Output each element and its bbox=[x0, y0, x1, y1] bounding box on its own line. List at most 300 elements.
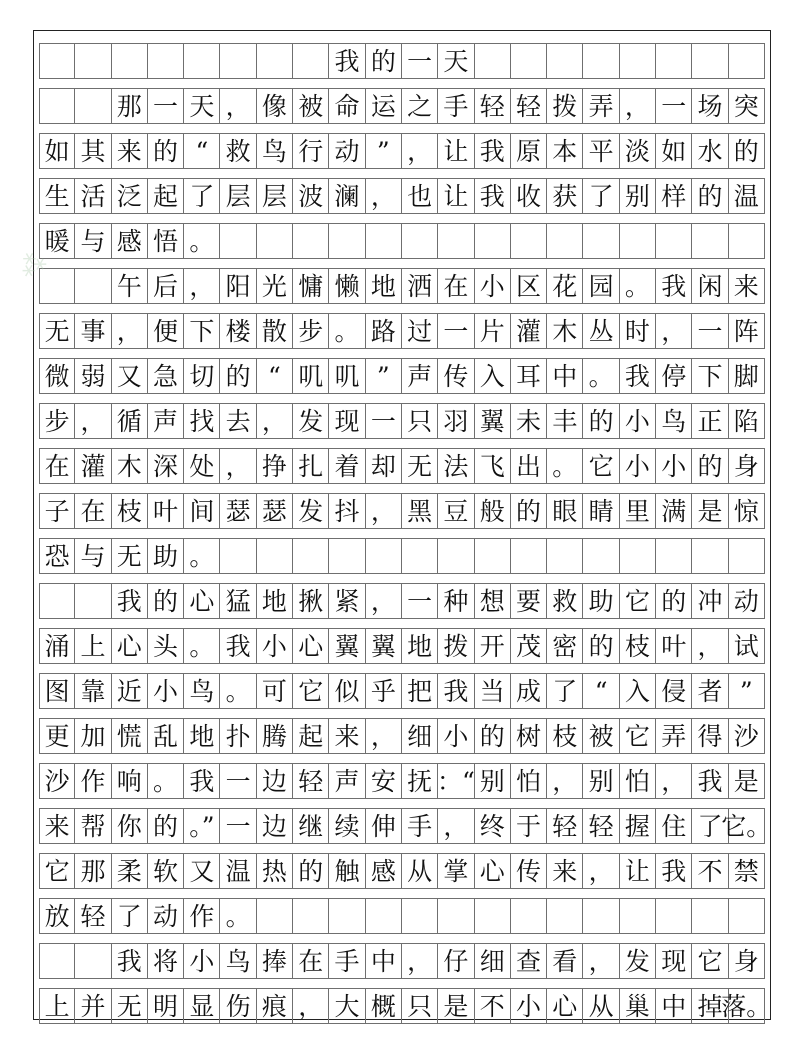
grid-cell: 从 bbox=[401, 853, 438, 889]
grid-cell: 茂 bbox=[510, 628, 547, 664]
grid-cell bbox=[474, 43, 511, 79]
grid-cell bbox=[219, 223, 256, 259]
grid-cell: 的 bbox=[147, 133, 184, 169]
grid-cell: 。 bbox=[219, 673, 256, 709]
grid-cell: 从 bbox=[582, 988, 619, 1024]
grid-cell: 循 bbox=[111, 403, 148, 439]
grid-cell: 轻 bbox=[292, 763, 329, 799]
grid-cell bbox=[219, 43, 256, 79]
grid-cell bbox=[582, 898, 619, 934]
grid-cell: 泛 bbox=[111, 178, 148, 214]
grid-cell: 停 bbox=[655, 358, 692, 394]
grid-cell: 微 bbox=[39, 358, 75, 394]
grid-cell: 灌 bbox=[74, 448, 111, 484]
grid-cell: 心 bbox=[546, 988, 583, 1024]
grid-cell: 猛 bbox=[219, 583, 256, 619]
grid-cell bbox=[582, 223, 619, 259]
grid-cell bbox=[401, 898, 438, 934]
grid-cell: 作 bbox=[183, 898, 220, 934]
grid-cell bbox=[582, 43, 619, 79]
grid-cell: 活 bbox=[74, 178, 111, 214]
grid-cell: 揪 bbox=[292, 583, 329, 619]
grid-cell: 拨 bbox=[546, 88, 583, 124]
grid-cell bbox=[655, 538, 692, 574]
grid-cell: 了 bbox=[111, 898, 148, 934]
grid-cell: 光 bbox=[256, 268, 293, 304]
grid-cell: 并 bbox=[74, 988, 111, 1024]
grid-cell bbox=[74, 943, 111, 979]
grid-cell: 当 bbox=[474, 673, 511, 709]
grid-cell: 小 bbox=[619, 403, 656, 439]
grid-cell: 。 bbox=[183, 628, 220, 664]
grid-cell: 将 bbox=[147, 943, 184, 979]
grid-cell: 小 bbox=[655, 448, 692, 484]
grid-cell: 小 bbox=[474, 268, 511, 304]
grid-cell: 你 bbox=[111, 808, 148, 844]
grid-cell: 仔 bbox=[437, 943, 474, 979]
grid-cell: 在 bbox=[39, 448, 75, 484]
grid-cell: 动 bbox=[147, 898, 184, 934]
grid-row bbox=[39, 943, 765, 979]
grid-cell: 我 bbox=[691, 763, 728, 799]
grid-row bbox=[39, 898, 765, 934]
grid-cell: 轻 bbox=[474, 88, 511, 124]
grid-cell: 加 bbox=[74, 718, 111, 754]
grid-cell: 捧 bbox=[256, 943, 293, 979]
grid-cell bbox=[474, 898, 511, 934]
grid-cell: 它 bbox=[582, 448, 619, 484]
grid-cell: 片 bbox=[474, 313, 511, 349]
grid-cell: 让 bbox=[619, 853, 656, 889]
grid-cell: 来 bbox=[39, 808, 75, 844]
grid-cell: 成 bbox=[510, 673, 547, 709]
grid-cell bbox=[401, 538, 438, 574]
grid-cell: 它 bbox=[619, 583, 656, 619]
grid-cell: 。 bbox=[219, 898, 256, 934]
grid-cell: 慵 bbox=[292, 268, 329, 304]
grid-cell: “ bbox=[582, 673, 619, 709]
grid-cell: 冲 bbox=[691, 583, 728, 619]
grid-cell: 我 bbox=[111, 943, 148, 979]
grid-cell: 如 bbox=[39, 133, 75, 169]
grid-cell: 瑟 bbox=[219, 493, 256, 529]
grid-cell: 小 bbox=[147, 673, 184, 709]
grid-cell: 的 bbox=[582, 628, 619, 664]
grid-cell: 脚 bbox=[728, 358, 765, 394]
grid-cell: 其 bbox=[74, 133, 111, 169]
grid-cell: 懒 bbox=[328, 268, 365, 304]
grid-cell: 木 bbox=[111, 448, 148, 484]
grid-cell: 腾 bbox=[256, 718, 293, 754]
grid-cell: ， bbox=[365, 178, 402, 214]
grid-cell: 的 bbox=[691, 448, 728, 484]
grid-cell: 紧 bbox=[328, 583, 365, 619]
grid-cell bbox=[728, 898, 765, 934]
grid-cell: 本 bbox=[546, 133, 583, 169]
grid-cell: 落。 bbox=[728, 988, 765, 1024]
grid-cell: 法 bbox=[437, 448, 474, 484]
grid-cell: 禁 bbox=[728, 853, 765, 889]
grid-cell bbox=[474, 538, 511, 574]
grid-cell: 抖 bbox=[328, 493, 365, 529]
grid-cell: 一 bbox=[147, 88, 184, 124]
grid-cell: 上 bbox=[39, 988, 75, 1024]
grid-cell bbox=[510, 43, 547, 79]
grid-cell: 开 bbox=[474, 628, 511, 664]
grid-cell: 着 bbox=[328, 448, 365, 484]
grid-cell: 的 bbox=[474, 718, 511, 754]
grid-cell: 把 bbox=[401, 673, 438, 709]
grid-row bbox=[39, 853, 765, 889]
grid-row bbox=[39, 493, 765, 529]
grid-cell bbox=[292, 43, 329, 79]
grid-cell: 层 bbox=[219, 178, 256, 214]
grid-cell: 让 bbox=[437, 133, 474, 169]
grid-cell: 鸟 bbox=[256, 133, 293, 169]
grid-cell bbox=[219, 538, 256, 574]
grid-cell: 水 bbox=[691, 133, 728, 169]
grid-cell: ， bbox=[582, 853, 619, 889]
grid-cell bbox=[74, 268, 111, 304]
grid-cell: 淡 bbox=[619, 133, 656, 169]
grid-cell: ， bbox=[219, 448, 256, 484]
grid-cell: ” bbox=[728, 673, 765, 709]
grid-cell: 柔 bbox=[111, 853, 148, 889]
grid-cell: 种 bbox=[437, 583, 474, 619]
grid-cell: 。 bbox=[147, 763, 184, 799]
grid-cell bbox=[510, 898, 547, 934]
grid-cell: 便 bbox=[147, 313, 184, 349]
grid-cell bbox=[256, 43, 293, 79]
grid-cell: 动 bbox=[728, 583, 765, 619]
grid-cell: 正 bbox=[691, 403, 728, 439]
grid-cell: 得 bbox=[691, 718, 728, 754]
grid-row bbox=[39, 808, 772, 844]
grid-cell: 的 bbox=[147, 808, 184, 844]
grid-cell: 掉 bbox=[691, 988, 728, 1024]
grid-cell: 又 bbox=[183, 853, 220, 889]
grid-cell: 的 bbox=[655, 583, 692, 619]
grid-cell: 惊 bbox=[728, 493, 765, 529]
grid-cell: 轻 bbox=[546, 808, 583, 844]
grid-cell: 乎 bbox=[365, 673, 402, 709]
grid-cell: 放 bbox=[39, 898, 75, 934]
grid-cell: 去 bbox=[219, 403, 256, 439]
grid-cell: 感 bbox=[365, 853, 402, 889]
grid-cell: 。 bbox=[546, 448, 583, 484]
grid-cell: 上 bbox=[74, 628, 111, 664]
grid-cell: 手 bbox=[437, 88, 474, 124]
grid-cell: 抚 bbox=[401, 763, 438, 799]
grid-cell: 帮 bbox=[74, 808, 111, 844]
grid-cell: 与 bbox=[74, 538, 111, 574]
grid-cell: ， bbox=[546, 763, 583, 799]
grid-cell bbox=[691, 538, 728, 574]
grid-cell bbox=[328, 223, 365, 259]
grid-cell: 看 bbox=[546, 943, 583, 979]
grid-cell: 发 bbox=[292, 493, 329, 529]
grid-cell: 翼 bbox=[328, 628, 365, 664]
grid-cell bbox=[39, 583, 75, 619]
grid-cell: 一 bbox=[219, 808, 256, 844]
grid-cell: 小 bbox=[256, 628, 293, 664]
grid-cell: 场 bbox=[691, 88, 728, 124]
grid-cell: 小 bbox=[437, 718, 474, 754]
grid-cell: 瑟 bbox=[256, 493, 293, 529]
grid-cell: 沙 bbox=[728, 718, 765, 754]
grid-cell bbox=[728, 223, 765, 259]
grid-cell bbox=[655, 898, 692, 934]
grid-cell: 身 bbox=[728, 943, 765, 979]
grid-cell bbox=[183, 43, 220, 79]
grid-cell: “ bbox=[183, 133, 220, 169]
grid-cell: 下 bbox=[691, 358, 728, 394]
grid-row bbox=[39, 358, 765, 394]
grid-cell: 来 bbox=[328, 718, 365, 754]
grid-cell: 心 bbox=[474, 853, 511, 889]
grid-cell: 路 bbox=[365, 313, 402, 349]
grid-cell: 它 bbox=[39, 853, 75, 889]
grid-cell: 翼 bbox=[474, 403, 511, 439]
grid-cell bbox=[292, 898, 329, 934]
grid-cell: 的 bbox=[219, 358, 256, 394]
grid-cell: 心 bbox=[111, 628, 148, 664]
grid-cell: 助 bbox=[147, 538, 184, 574]
grid-row bbox=[39, 268, 765, 304]
grid-cell: 扑 bbox=[219, 718, 256, 754]
grid-cell: 在 bbox=[437, 268, 474, 304]
grid-cell: 边 bbox=[256, 808, 293, 844]
grid-cell: 突 bbox=[728, 88, 765, 124]
grid-cell: 的 bbox=[728, 133, 765, 169]
grid-cell: 了 bbox=[546, 673, 583, 709]
grid-cell: 掌 bbox=[437, 853, 474, 889]
grid-cell: 事 bbox=[74, 313, 111, 349]
grid-cell: 我 bbox=[655, 853, 692, 889]
grid-cell: 鸟 bbox=[183, 673, 220, 709]
grid-cell: 者 bbox=[691, 673, 728, 709]
grid-cell: 慌 bbox=[111, 718, 148, 754]
grid-cell: 无 bbox=[401, 448, 438, 484]
grid-cell bbox=[437, 898, 474, 934]
grid-cell: 。 bbox=[619, 268, 656, 304]
grid-cell: 感 bbox=[111, 223, 148, 259]
grid-cell bbox=[655, 223, 692, 259]
grid-cell: 传 bbox=[437, 358, 474, 394]
grid-cell: 又 bbox=[111, 358, 148, 394]
grid-cell bbox=[39, 943, 75, 979]
grid-cell: 沙 bbox=[39, 763, 75, 799]
grid-cell: 般 bbox=[474, 493, 511, 529]
grid-cell: 悟 bbox=[147, 223, 184, 259]
grid-cell: 步 bbox=[39, 403, 75, 439]
grid-cell: ， bbox=[365, 718, 402, 754]
grid-cell: 一 bbox=[691, 313, 728, 349]
grid-cell: 满 bbox=[655, 493, 692, 529]
grid-cell: 别 bbox=[619, 178, 656, 214]
grid-cell: 助 bbox=[582, 583, 619, 619]
grid-cell: 阵 bbox=[728, 313, 765, 349]
grid-cell: 。 bbox=[582, 358, 619, 394]
grid-cell: 更 bbox=[39, 718, 75, 754]
grid-cell: 一 bbox=[401, 583, 438, 619]
grid-cell: 的 bbox=[510, 493, 547, 529]
grid-cell bbox=[437, 538, 474, 574]
grid-row bbox=[39, 88, 765, 124]
grid-cell: 之 bbox=[401, 88, 438, 124]
grid-cell: 。” bbox=[183, 808, 220, 844]
grid-cell: 中 bbox=[655, 988, 692, 1024]
grid-cell: 别 bbox=[582, 763, 619, 799]
grid-cell: 深 bbox=[147, 448, 184, 484]
grid-cell: 间 bbox=[183, 493, 220, 529]
grid-cell: 大 bbox=[328, 988, 365, 1024]
grid-cell: 处 bbox=[183, 448, 220, 484]
grid-cell: 被 bbox=[582, 718, 619, 754]
grid-cell: 叶 bbox=[147, 493, 184, 529]
grid-cell: 树 bbox=[510, 718, 547, 754]
grid-cell: ， bbox=[619, 88, 656, 124]
grid-cell: 只 bbox=[401, 988, 438, 1024]
grid-cell: 鸟 bbox=[219, 943, 256, 979]
grid-cell: 近 bbox=[111, 673, 148, 709]
grid-cell: 。 bbox=[183, 223, 220, 259]
grid-cell: 叽 bbox=[328, 358, 365, 394]
grid-cell: 拨 bbox=[437, 628, 474, 664]
grid-cell: 伤 bbox=[219, 988, 256, 1024]
grid-cell: 入 bbox=[619, 673, 656, 709]
grid-cell: 黑 bbox=[401, 493, 438, 529]
grid-cell: ：“ bbox=[437, 763, 474, 799]
grid-cell: 那 bbox=[74, 853, 111, 889]
grid-cell: 让 bbox=[437, 178, 474, 214]
grid-cell bbox=[39, 268, 75, 304]
grid-cell: 波 bbox=[292, 178, 329, 214]
grid-cell bbox=[147, 43, 184, 79]
grid-cell: 扎 bbox=[292, 448, 329, 484]
grid-cell: 软 bbox=[147, 853, 184, 889]
grid-cell: 发 bbox=[619, 943, 656, 979]
grid-cell bbox=[437, 223, 474, 259]
grid-cell: 耳 bbox=[510, 358, 547, 394]
grid-cell: 来 bbox=[728, 268, 765, 304]
grid-cell: 叶 bbox=[655, 628, 692, 664]
grid-cell: 眼 bbox=[546, 493, 583, 529]
grid-row bbox=[39, 448, 765, 484]
grid-cell: 木 bbox=[546, 313, 583, 349]
grid-cell: 起 bbox=[147, 178, 184, 214]
grid-row bbox=[39, 673, 765, 709]
title-char: 我 bbox=[328, 43, 365, 79]
grid-cell: ， bbox=[256, 403, 293, 439]
grid-cell: 动 bbox=[328, 133, 365, 169]
grid-cell bbox=[74, 43, 111, 79]
grid-row bbox=[39, 538, 765, 574]
grid-cell: 是 bbox=[691, 493, 728, 529]
grid-row bbox=[39, 178, 765, 214]
grid-cell: 一 bbox=[655, 88, 692, 124]
grid-cell: 鸟 bbox=[655, 403, 692, 439]
grid-row bbox=[39, 718, 765, 754]
grid-cell: 轻 bbox=[74, 898, 111, 934]
grid-cell: 生 bbox=[39, 178, 75, 214]
grid-cell: 怕 bbox=[619, 763, 656, 799]
grid-cell: ， bbox=[691, 628, 728, 664]
grid-cell: 怕 bbox=[510, 763, 547, 799]
grid-row bbox=[39, 133, 765, 169]
grid-cell: 的 bbox=[292, 853, 329, 889]
grid-cell bbox=[619, 43, 656, 79]
grid-cell: 伸 bbox=[365, 808, 402, 844]
grid-cell: 巢 bbox=[619, 988, 656, 1024]
grid-cell: 了 bbox=[183, 178, 220, 214]
grid-cell: 侵 bbox=[655, 673, 692, 709]
grid-cell: 在 bbox=[74, 493, 111, 529]
grid-cell: 枝 bbox=[546, 718, 583, 754]
grid-cell bbox=[39, 43, 75, 79]
grid-cell: 现 bbox=[328, 403, 365, 439]
grid-cell: 一 bbox=[219, 763, 256, 799]
grid-cell bbox=[328, 898, 365, 934]
grid-cell: 轻 bbox=[582, 808, 619, 844]
grid-cell: 作 bbox=[74, 763, 111, 799]
grid-cell bbox=[619, 898, 656, 934]
grid-cell: 于 bbox=[510, 808, 547, 844]
grid-cell: 叽 bbox=[292, 358, 329, 394]
grid-cell bbox=[619, 223, 656, 259]
grid-cell: 挣 bbox=[256, 448, 293, 484]
grid-cell: 靠 bbox=[74, 673, 111, 709]
grid-cell: 热 bbox=[256, 853, 293, 889]
grid-cell: 时 bbox=[619, 313, 656, 349]
grid-cell: 未 bbox=[510, 403, 547, 439]
grid-cell: 不 bbox=[691, 853, 728, 889]
grid-cell: 我 bbox=[655, 268, 692, 304]
grid-cell: 枝 bbox=[111, 493, 148, 529]
grid-cell: 我 bbox=[619, 358, 656, 394]
grid-cell: ” bbox=[365, 358, 402, 394]
grid-cell: 终 bbox=[474, 808, 511, 844]
grid-cell bbox=[546, 223, 583, 259]
grid-cell: 声 bbox=[147, 403, 184, 439]
grid-cell: 入 bbox=[474, 358, 511, 394]
grid-cell: ， bbox=[401, 943, 438, 979]
grid-cell: 温 bbox=[219, 853, 256, 889]
grid-cell: 它。 bbox=[728, 808, 765, 844]
grid-cell: 轻 bbox=[510, 88, 547, 124]
grid-cell: 心 bbox=[292, 628, 329, 664]
grid-cell: 散 bbox=[256, 313, 293, 349]
grid-cell: 的 bbox=[691, 178, 728, 214]
grid-cell: ， bbox=[219, 88, 256, 124]
grid-cell: 手 bbox=[328, 943, 365, 979]
grid-cell: 行 bbox=[292, 133, 329, 169]
grid-cell: 灌 bbox=[510, 313, 547, 349]
grid-cell: 痕 bbox=[256, 988, 293, 1024]
grid-cell: ， bbox=[292, 988, 329, 1024]
grid-cell: 明 bbox=[147, 988, 184, 1024]
grid-cell: 图 bbox=[39, 673, 75, 709]
grid-cell: 无 bbox=[39, 313, 75, 349]
grid-cell: 我 bbox=[183, 763, 220, 799]
grid-cell: 手 bbox=[401, 808, 438, 844]
grid-cell: 澜 bbox=[328, 178, 365, 214]
grid-cell: ， bbox=[74, 403, 111, 439]
grid-cell: 小 bbox=[619, 448, 656, 484]
grid-cell: 一 bbox=[437, 313, 474, 349]
grid-cell bbox=[691, 898, 728, 934]
grid-cell: 暖 bbox=[39, 223, 75, 259]
